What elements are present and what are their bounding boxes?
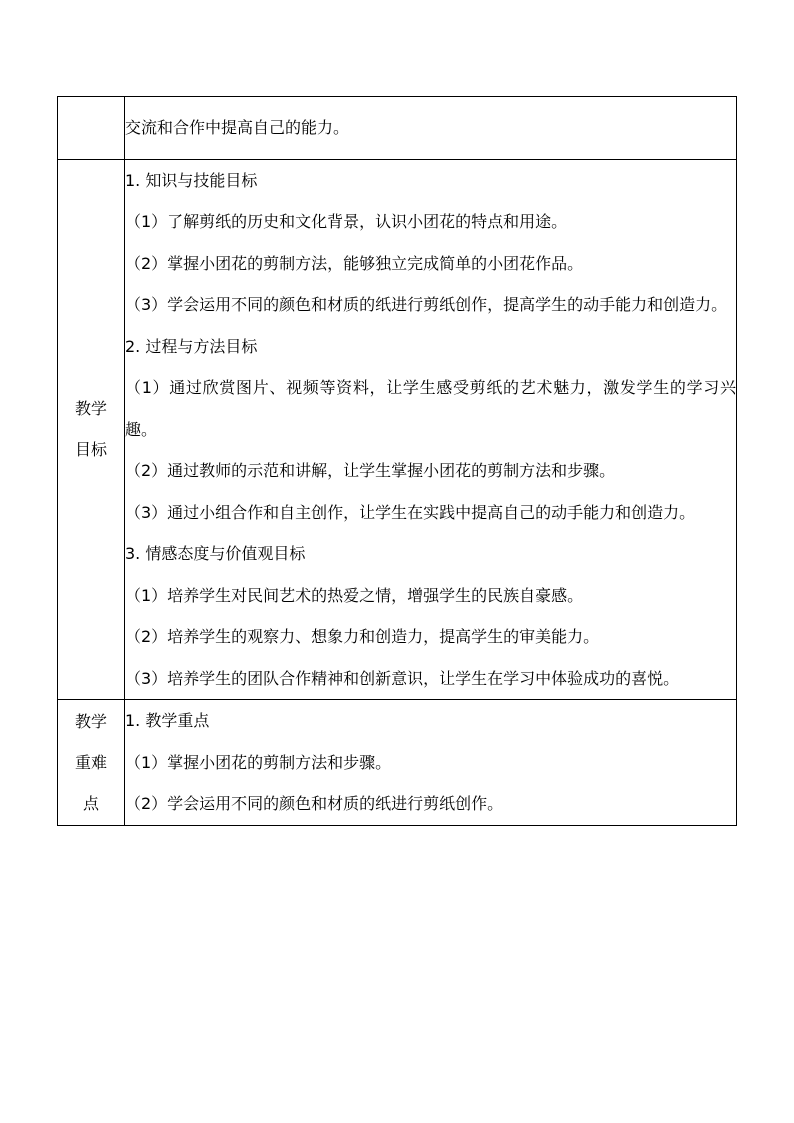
content-line: （2）掌握小团花的剪制方法，能够独立完成简单的小团花作品。 xyxy=(125,253,584,273)
row-label-empty xyxy=(58,97,125,160)
section-heading: 1. 知识与技能目标 xyxy=(125,170,258,190)
section-heading: 1. 教学重点 xyxy=(125,711,210,730)
row-content xyxy=(125,97,737,160)
content-line: （1）培养学生对民间艺术的热爱之情，增强学生的民族自豪感。 xyxy=(125,585,584,605)
label-line: 点 xyxy=(82,793,99,813)
label-line: 教学 xyxy=(74,711,107,731)
label-line: 重难 xyxy=(74,752,107,772)
content-line: （2）学会运用不同的颜色和材质的纸进行剪纸创作。 xyxy=(125,794,504,813)
label-line: 目标 xyxy=(74,440,107,460)
row-label-key-difficult-points xyxy=(58,700,125,826)
row-content xyxy=(125,700,737,826)
content-line: （2）通过教师的示范和讲解，让学生掌握小团花的剪制方法和步骤。 xyxy=(125,461,616,480)
content-line: （1）通过欣赏图片、视频等资料，让学生感受剪纸的艺术魅力，激发学生的学习兴趣。 xyxy=(125,378,736,439)
content-line: （2）培养学生的观察力、想象力和创造力，提高学生的审美能力。 xyxy=(125,627,600,646)
lesson-plan-table xyxy=(57,96,737,826)
table-row xyxy=(58,97,737,160)
table-row xyxy=(58,159,737,700)
content-line: （1）掌握小团花的剪制方法和步骤。 xyxy=(125,752,392,772)
section-heading: 3. 情感态度与价值观目标 xyxy=(125,544,306,563)
content-line: （3）学会运用不同的颜色和材质的纸进行剪纸创作，提高学生的动手能力和创造力。 xyxy=(125,295,728,314)
row-label-teaching-objectives xyxy=(58,159,125,700)
content-line: （1）了解剪纸的历史和文化背景，认识小团花的特点和用途。 xyxy=(125,212,568,231)
label-line: 教学 xyxy=(74,399,107,419)
content-line: （3）通过小组合作和自主创作，让学生在实践中提高自己的动手能力和创造力。 xyxy=(125,502,696,522)
content-line: 交流和合作中提高自己的能力。 xyxy=(125,118,350,137)
row-content xyxy=(125,159,737,700)
content-line: （3）培养学生的团队合作精神和创新意识，让学生在学习中体验成功的喜悦。 xyxy=(125,668,680,688)
table-row xyxy=(58,700,737,826)
section-heading: 2. 过程与方法目标 xyxy=(125,336,258,356)
